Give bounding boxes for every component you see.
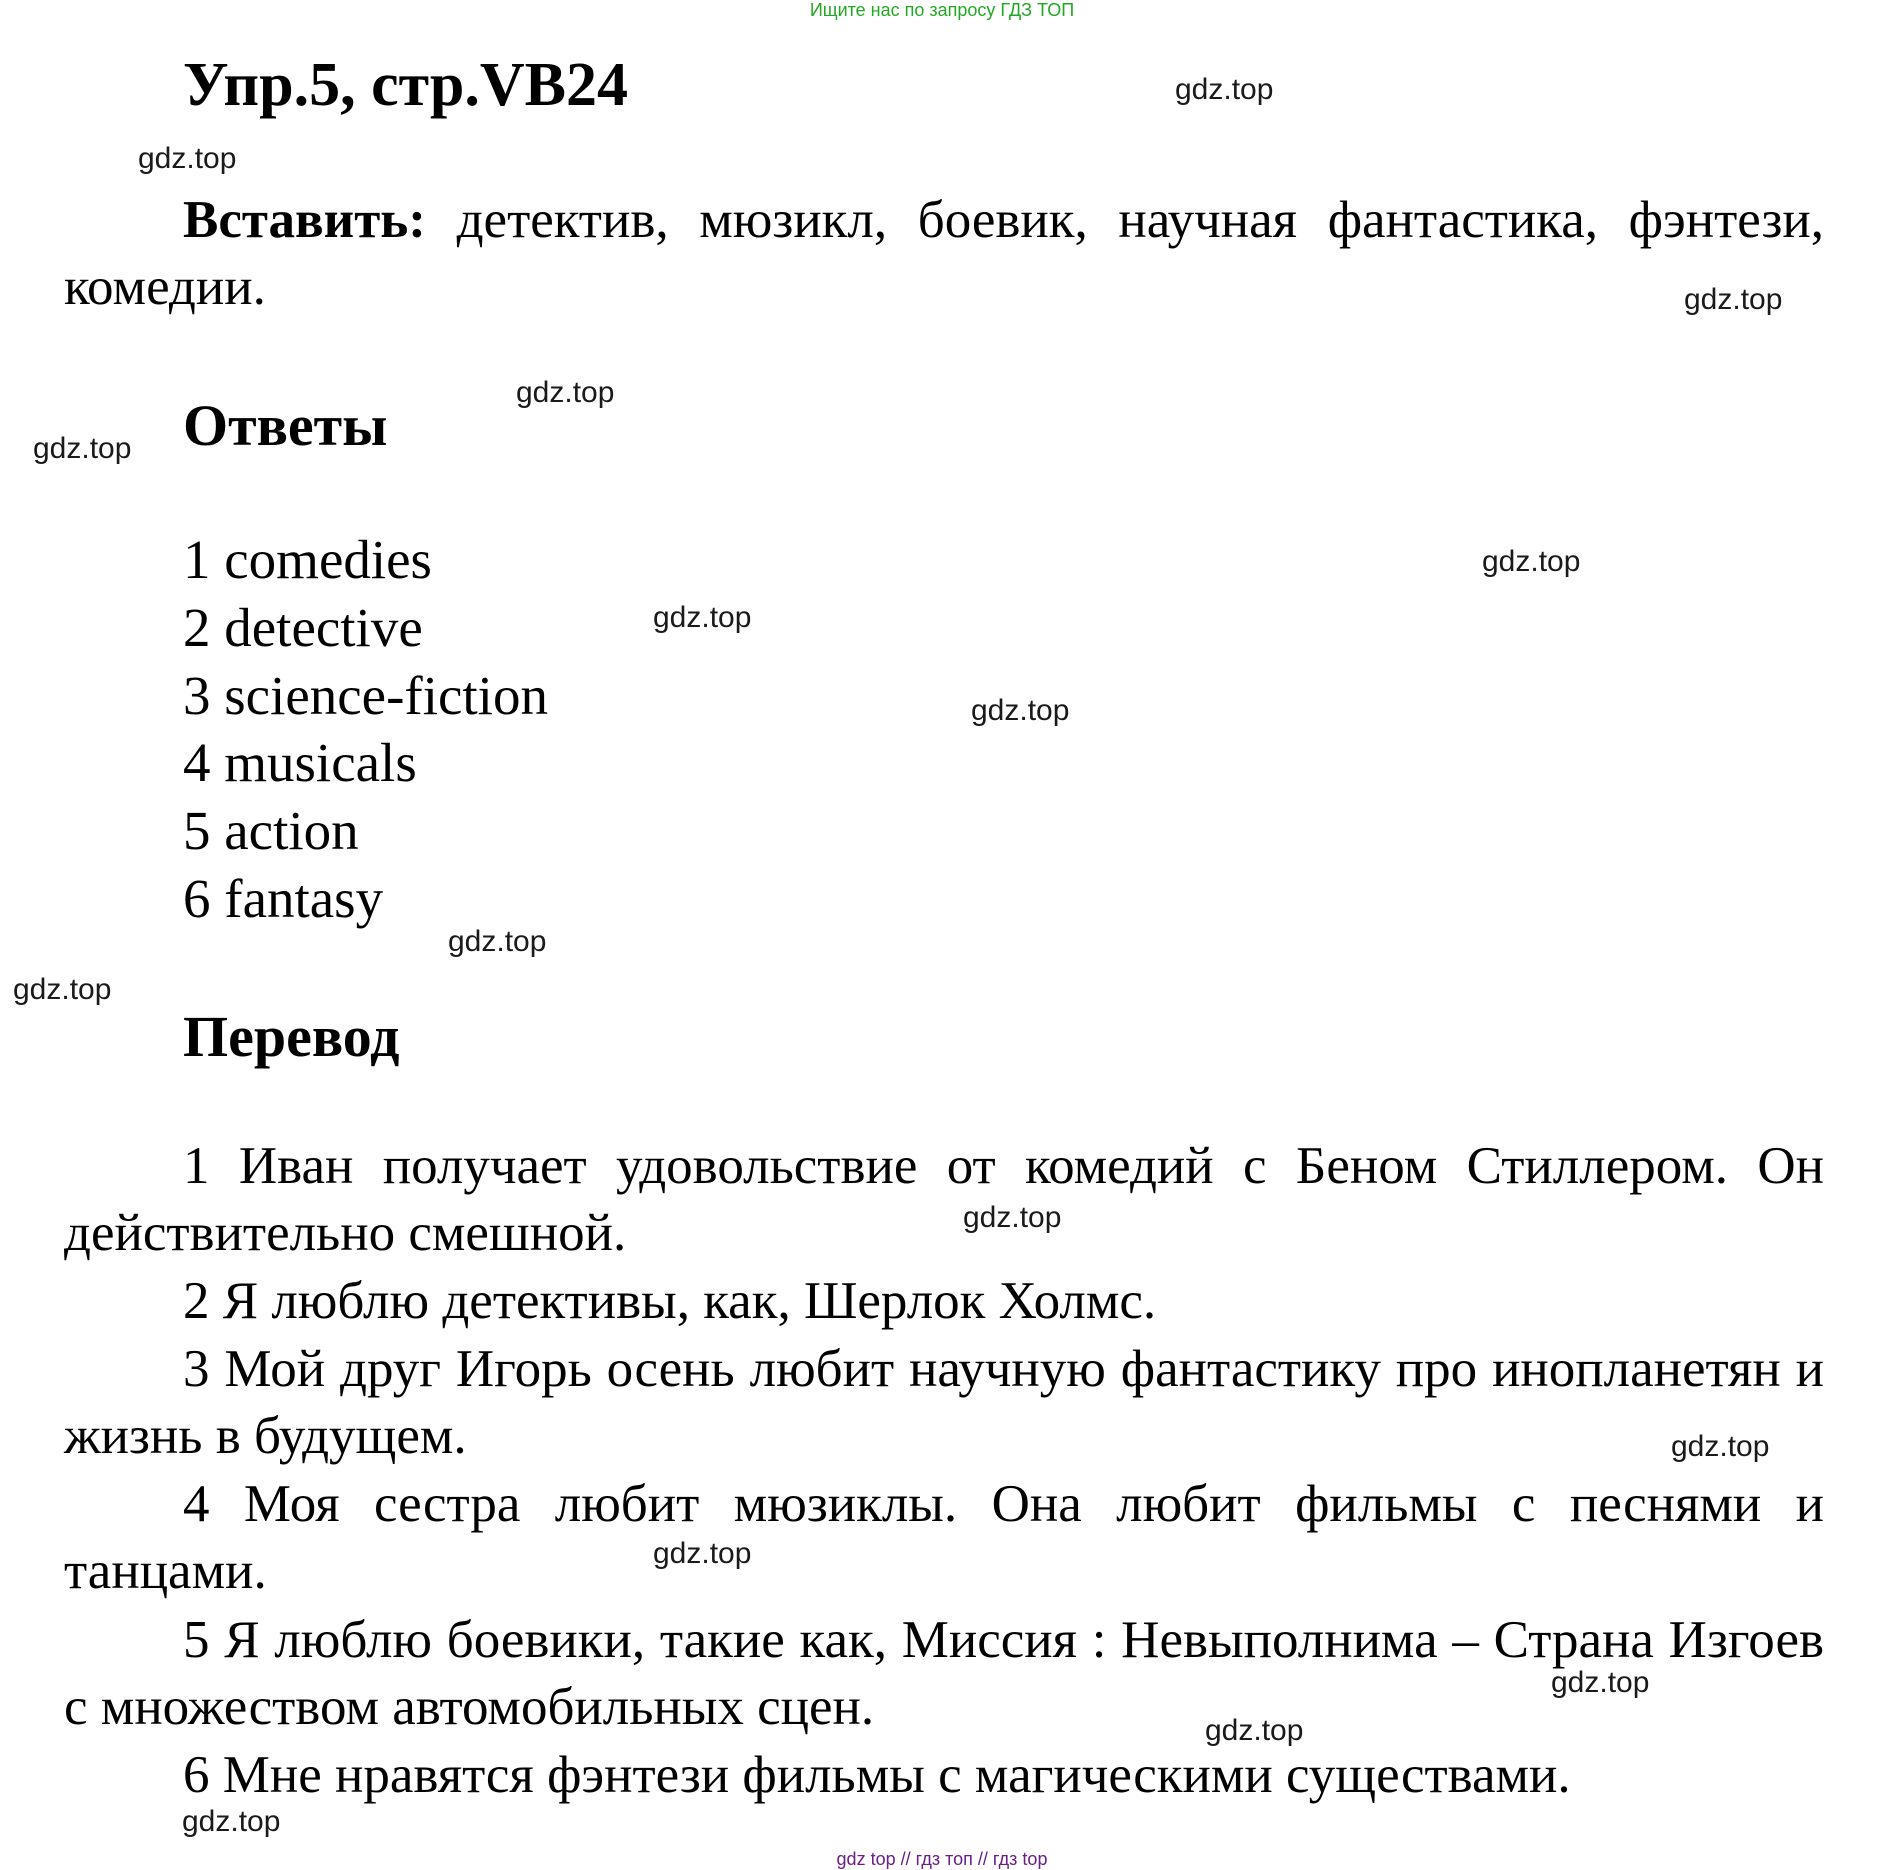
watermark: gdz.top [1684,283,1783,316]
watermark: gdz.top [33,432,132,465]
translation-item: 2 Я люблю детективы, как, Шерлок Холмс. [183,1272,1157,1330]
translation-item: 4 Моя сестра любит мюзиклы. Она любит фильмы с песнями и танцами. [64,1475,1824,1600]
watermark: gdz.top [138,142,237,175]
watermark: gdz.top [448,925,547,958]
translation-item: 1 Иван получает удовольствие от комедий с Беном Стиллером. Он действительно смешной. [64,1137,1824,1262]
watermark: gdz.top [971,694,1070,727]
page-title: Упр.5, стр.VB24 [183,51,628,119]
answers-heading: Ответы [183,393,388,458]
top-note: Ищите нас по запросу ГДЗ ТОП [809,0,1075,20]
watermark: gdz.top [653,601,752,634]
task-label: Вставить: [183,191,426,249]
watermark: gdz.top [653,1537,752,1570]
watermark: gdz.top [963,1201,1062,1234]
task-paragraph [64,187,1824,321]
watermark: gdz.top [1205,1714,1304,1747]
answer-item: 2 detective [183,597,423,658]
answer-item: 6 fantasy [183,868,384,929]
translation-heading: Перевод [183,1004,400,1069]
translation-item: 5 Я люблю боевики, такие как, Миссия : Невыполнима – Страна Изгоев с множеством автомобильных сцен. [64,1611,1824,1736]
answer-item: 3 science-fiction [183,665,548,726]
watermark: gdz.top [1671,1430,1770,1463]
watermark: gdz.top [516,376,615,409]
task-text: детектив, мюзикл, боевик, научная фантастика, фэнтези, комедии. [64,191,1824,316]
answer-item: 1 comedies [183,529,432,590]
watermark: gdz.top [182,1805,281,1838]
translation-item: 3 Мой друг Игорь осень любит научную фантастику про инопланетян и жизнь в будущем. [64,1340,1824,1465]
watermark: gdz.top [1551,1666,1650,1699]
answer-item: 4 musicals [183,732,417,793]
bottom-note: gdz top // гдз топ // гдз top [836,1849,1048,1869]
watermark: gdz.top [13,973,112,1006]
translation-item: 6 Мне нравятся фэнтези фильмы с магическими существами. [183,1746,1571,1804]
watermark: gdz.top [1482,545,1581,578]
watermark: gdz.top [1175,73,1274,106]
answer-item: 5 action [183,800,359,861]
